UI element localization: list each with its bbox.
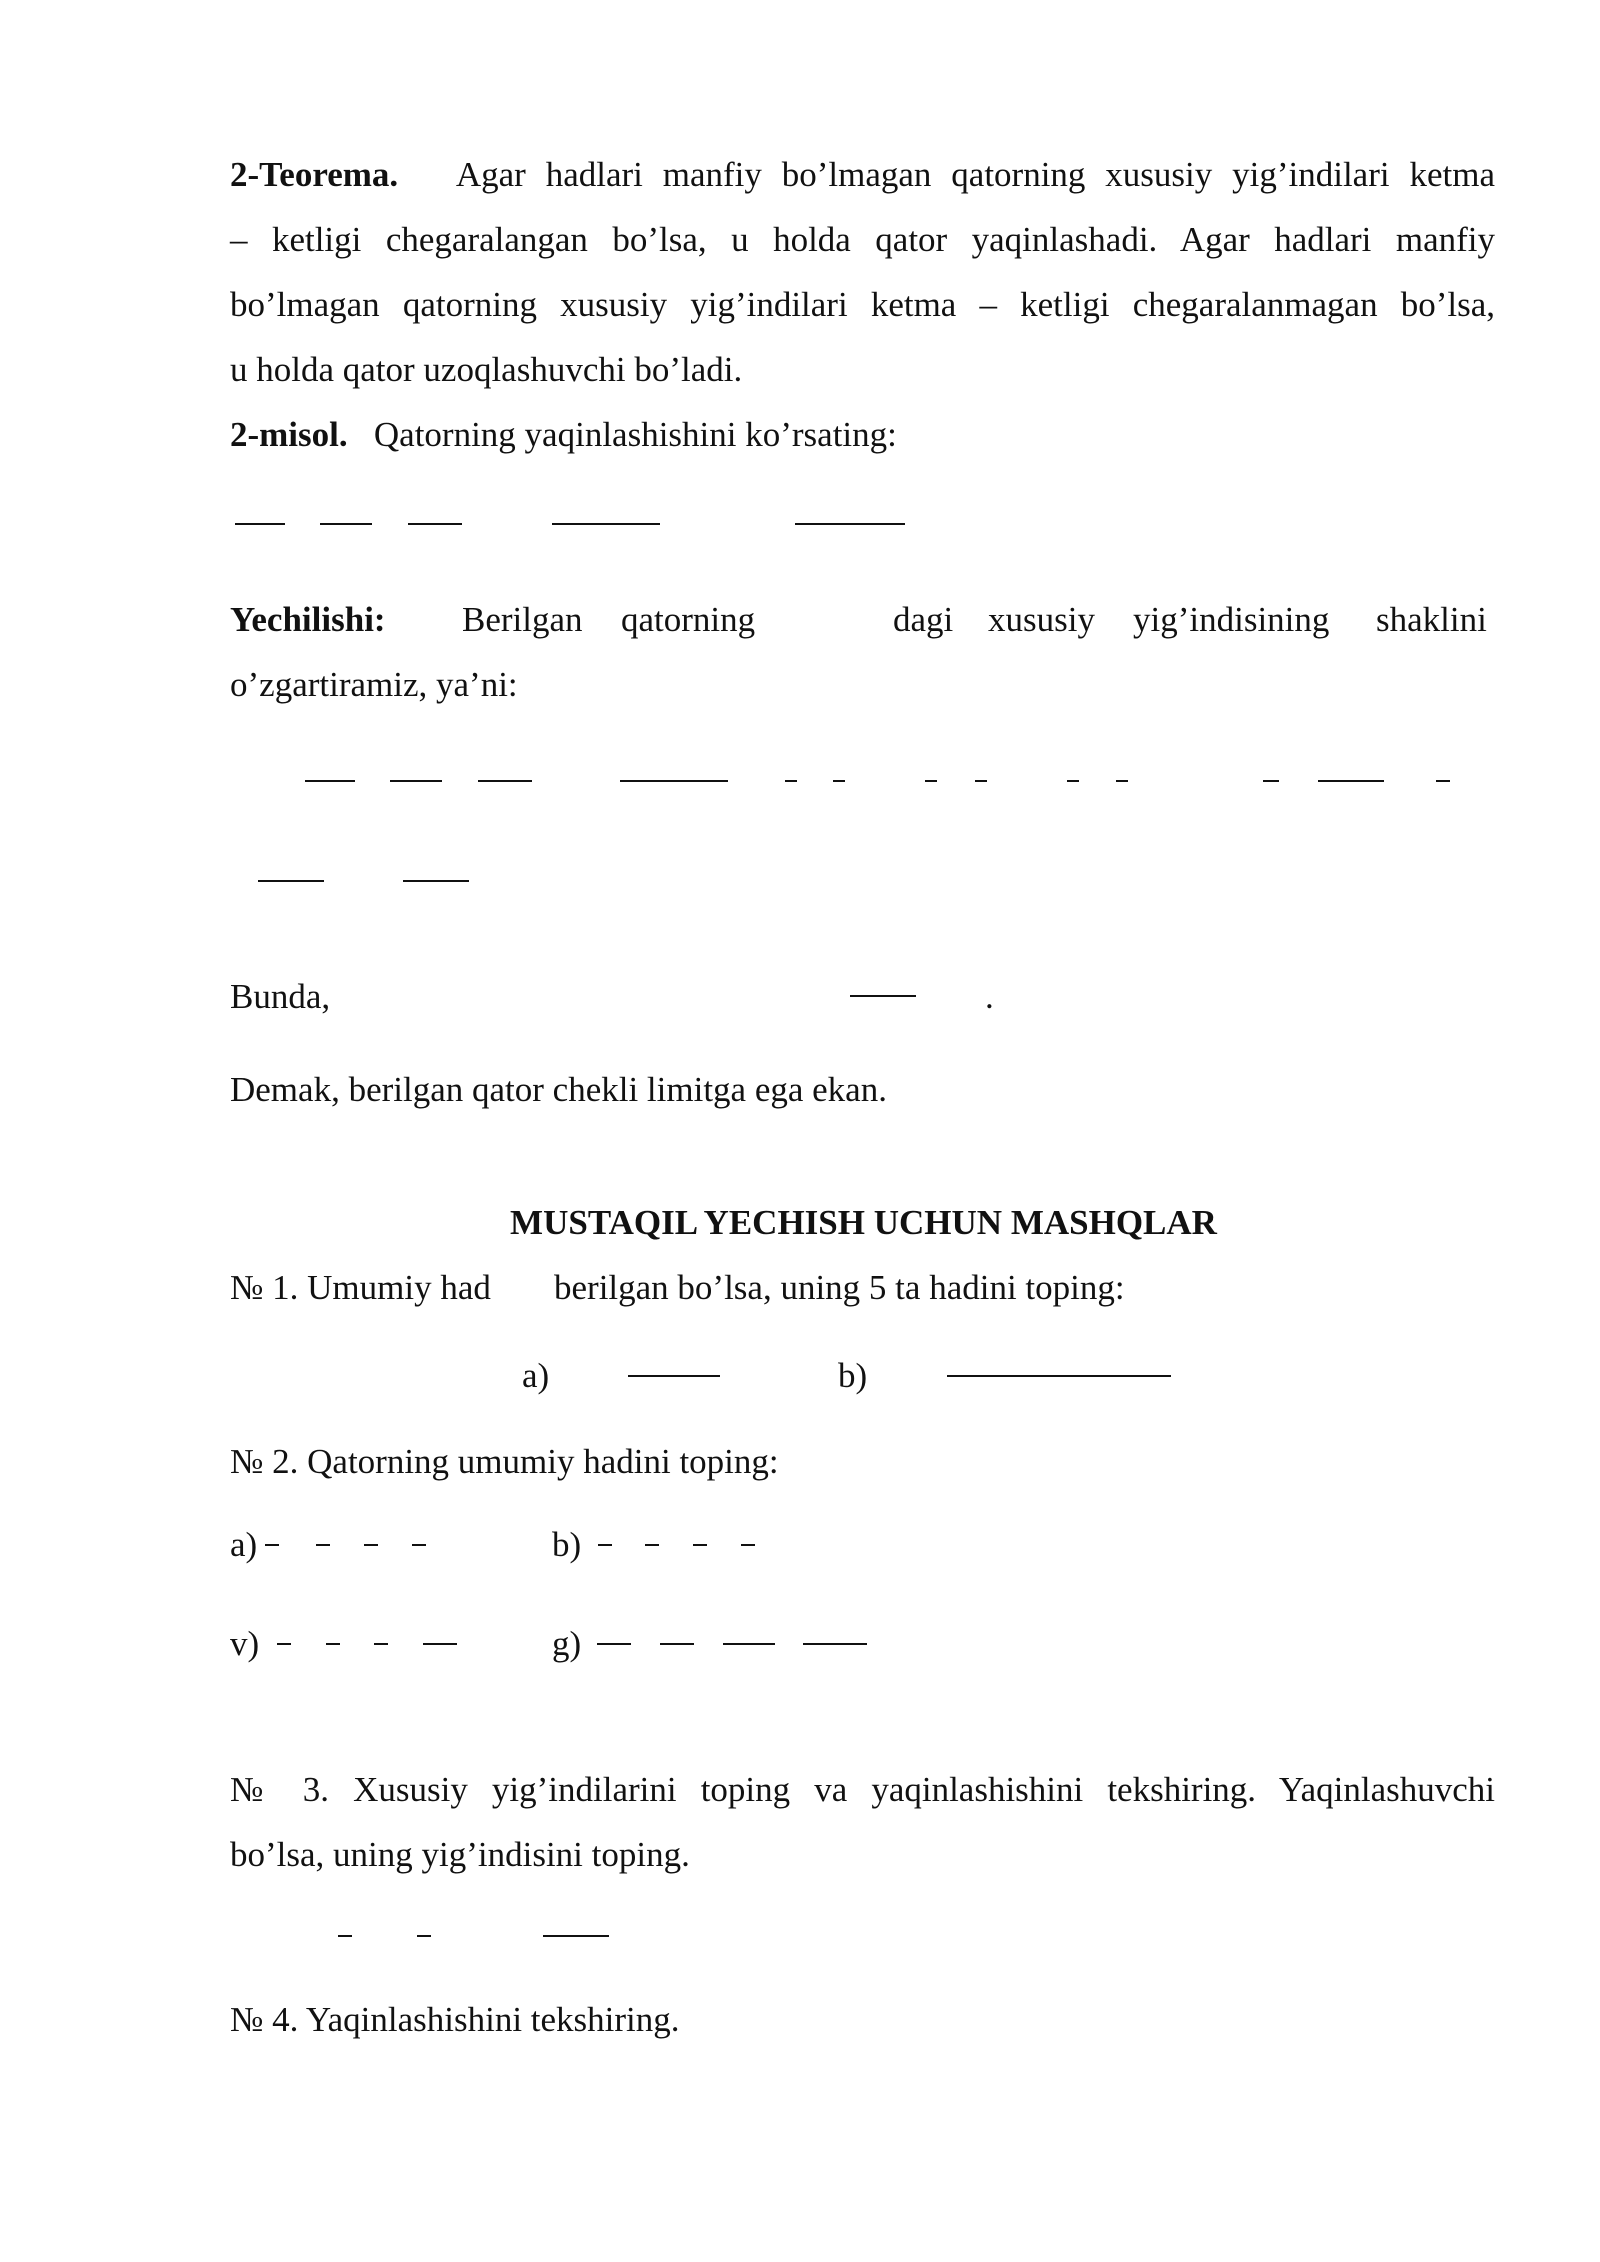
exercise-2-option-g: g) xyxy=(552,1624,582,1663)
fraction-bar xyxy=(850,995,916,997)
bunda-text: Bunda, xyxy=(230,977,331,1016)
exercise-1-option-b: b) xyxy=(838,1356,868,1395)
exercise-1-option-a: a) xyxy=(522,1356,550,1395)
period: . xyxy=(985,977,994,1016)
minus-sign xyxy=(412,1544,426,1546)
minus-sign xyxy=(417,1935,431,1937)
fraction-bar xyxy=(1318,780,1384,782)
example-label: 2-misol. xyxy=(230,415,348,454)
fraction-bar xyxy=(423,1643,457,1645)
exercise-3-line-1: № 3. Xususiy yig’indilarini toping va yaqinlashishini tekshiring. Yaqinlashuvchi xyxy=(230,1770,1495,1809)
minus-sign xyxy=(338,1935,352,1937)
exercise-2-option-v: v) xyxy=(230,1624,260,1663)
fraction-bar xyxy=(660,1643,694,1645)
fraction-bar xyxy=(408,523,462,525)
solution-word: shaklini xyxy=(1376,600,1487,639)
minus-sign xyxy=(598,1544,612,1546)
minus-sign xyxy=(741,1544,755,1546)
solution-line-2: o’zgartiramiz, ya’ni: xyxy=(230,665,518,704)
exercise-2-text: № 2. Qatorning umumiy hadini toping: xyxy=(230,1442,779,1481)
fraction-bar xyxy=(552,523,660,525)
exercise-2-option-b: b) xyxy=(552,1525,582,1564)
fraction-bar xyxy=(305,780,355,782)
minus-sign xyxy=(277,1643,291,1645)
conclusion-text: Demak, berilgan qator chekli limitga ega ekan. xyxy=(230,1070,887,1109)
exercise-2-option-a: a) xyxy=(230,1525,258,1564)
minus-sign xyxy=(316,1544,330,1546)
fraction-bar xyxy=(723,1643,775,1645)
example-line xyxy=(230,415,1495,455)
fraction-bar xyxy=(628,1375,720,1377)
theorem-line-4: u holda qator uzoqlashuvchi bo’ladi. xyxy=(230,350,743,389)
exercise-1-text-a: № 1. Umumiy had xyxy=(230,1268,491,1307)
minus-sign xyxy=(975,780,987,782)
minus-sign xyxy=(833,780,845,782)
fraction-bar xyxy=(620,780,728,782)
fraction-bar xyxy=(235,523,285,525)
minus-sign xyxy=(785,780,797,782)
minus-sign xyxy=(374,1643,388,1645)
solution-word: xususiy xyxy=(988,600,1095,639)
minus-sign xyxy=(1116,780,1128,782)
minus-sign xyxy=(645,1544,659,1546)
theorem-line-3: bo’lmagan qatorning xususiy yig’indilari ketma – ketligi chegaralanmagan bo’lsa, xyxy=(230,285,1495,324)
minus-sign xyxy=(1067,780,1079,782)
fraction-bar xyxy=(478,780,532,782)
fraction-bar xyxy=(403,880,469,882)
exercise-4-text: № 4. Yaqinlashishini tekshiring. xyxy=(230,2000,680,2039)
fraction-bar xyxy=(597,1643,631,1645)
solution-label-line xyxy=(230,600,386,640)
fraction-bar xyxy=(803,1643,867,1645)
solution-word: yig’indisining xyxy=(1133,600,1330,639)
theorem-label: 2-Teorema. xyxy=(230,155,399,194)
minus-sign xyxy=(265,1544,279,1546)
solution-word: dagi xyxy=(893,600,954,639)
example-text: Qatorning yaqinlashishini ko’rsating: xyxy=(373,415,897,454)
exercise-1-text-b: berilgan bo’lsa, uning 5 ta hadini toping: xyxy=(554,1268,1125,1307)
solution-word: qatorning xyxy=(621,600,756,639)
minus-sign xyxy=(1263,780,1279,782)
fraction-bar xyxy=(390,780,442,782)
fraction-bar xyxy=(543,1935,609,1937)
minus-sign xyxy=(1436,780,1450,782)
fraction-bar xyxy=(947,1375,1171,1377)
minus-sign xyxy=(364,1544,378,1546)
exercises-title: MUSTAQIL YECHISH UCHUN MASHQLAR xyxy=(510,1203,1217,1242)
theorem-text-1: Agar hadlari manfiy bo’lmagan qatorning xususiy yig’indilari ketma xyxy=(455,155,1495,194)
theorem-line-1 xyxy=(230,155,1495,195)
solution-label: Yechilishi: xyxy=(230,600,386,639)
solution-word: Berilgan xyxy=(462,600,583,639)
fraction-bar xyxy=(320,523,372,525)
fraction-bar xyxy=(795,523,905,525)
minus-sign xyxy=(326,1643,340,1645)
minus-sign xyxy=(693,1544,707,1546)
minus-sign xyxy=(925,780,937,782)
exercise-3-line-2: bo’lsa, uning yig’indisini toping. xyxy=(230,1835,690,1874)
theorem-line-2: – ketligi chegaralangan bo’lsa, u holda qator yaqinlashadi. Agar hadlari manfiy xyxy=(230,220,1495,259)
fraction-bar xyxy=(258,880,324,882)
